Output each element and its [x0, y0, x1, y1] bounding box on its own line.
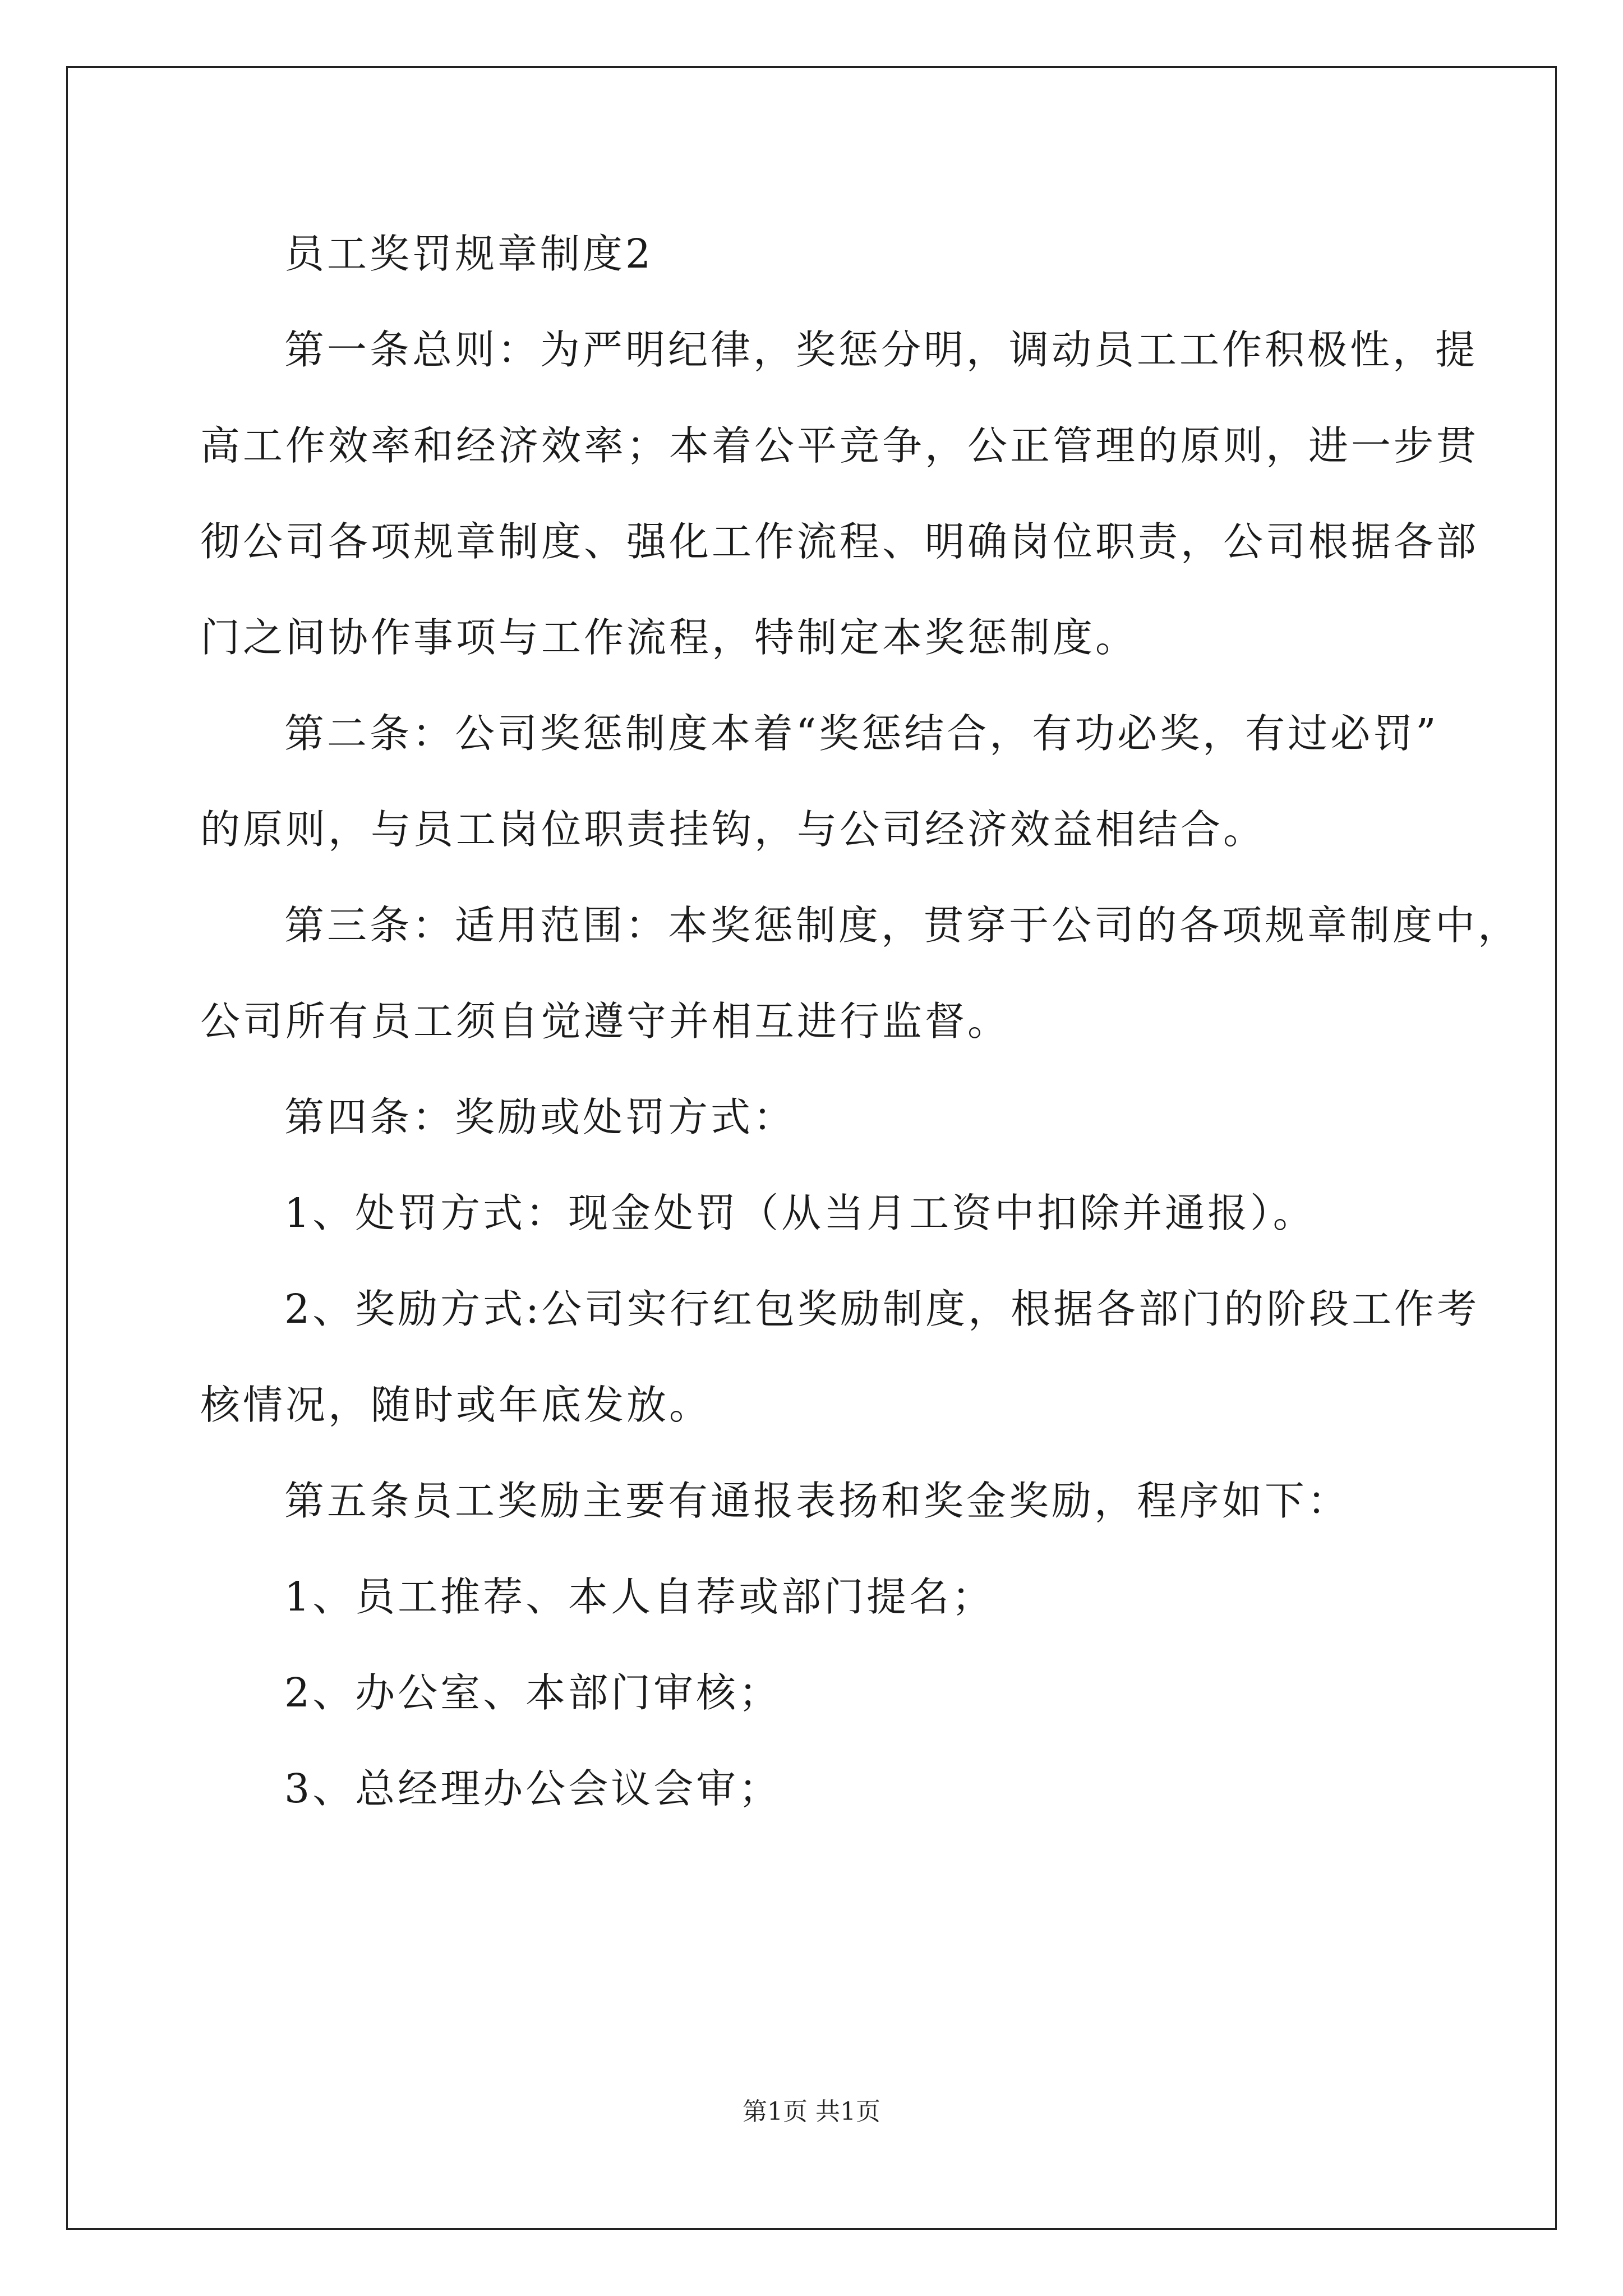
- paragraph-line-9: 第四条：奖励或处罚方式：: [284, 1094, 796, 1140]
- paragraph-line-5: 第二条：公司奖惩制度本着“奖惩结合，有功必奖，有过必罚”: [284, 710, 1439, 757]
- document-body: [200, 206, 1521, 1837]
- document-title: 员工奖罚规章制度2: [284, 231, 654, 277]
- paragraph-line-1: 第一条总则：为严明纪律，奖惩分明，调动员工工作积极性，提: [284, 326, 1478, 373]
- paragraph-line-6: 的原则，与员工岗位职责挂钩，与公司经济效益相结合。: [200, 806, 1266, 853]
- paragraph-line-8: 公司所有员工须自觉遵守并相互进行监督。: [200, 998, 1011, 1045]
- paragraph-line-10: 1、处罚方式：现金处罚（从当月工资中扣除并通报）。: [284, 1190, 1316, 1236]
- paragraph-line-4: 门之间协作事项与工作流程，特制定本奖惩制度。: [200, 614, 1138, 661]
- page-footer: 第1页 共1页: [743, 2097, 880, 2126]
- paragraph-line-3: 彻公司各项规章制度、强化工作流程、明确岗位职责，公司根据各部: [200, 518, 1479, 565]
- paragraph-line-16: 3、总经理办公会议会审；: [284, 1765, 782, 1812]
- paragraph-line-2: 高工作效率和经济效率；本着公平竞争，公正管理的原则，进一步贯: [200, 422, 1479, 469]
- paragraph-line-15: 2、办公室、本部门审核；: [284, 1669, 782, 1716]
- paragraph-line-14: 1、员工推荐、本人自荐或部门提名；: [284, 1573, 995, 1620]
- paragraph-line-11: 2、奖励方式:公司实行红包奖励制度，根据各部门的阶段工作考: [284, 1286, 1480, 1332]
- paragraph-line-12: 核情况，随时或年底发放。: [200, 1382, 712, 1428]
- paragraph-line-7: 第三条：适用范围：本奖惩制度，贯穿于公司的各项规章制度中，: [284, 902, 1521, 949]
- paragraph-line-13: 第五条员工奖励主要有通报表扬和奖金奖励，程序如下：: [284, 1478, 1350, 1524]
